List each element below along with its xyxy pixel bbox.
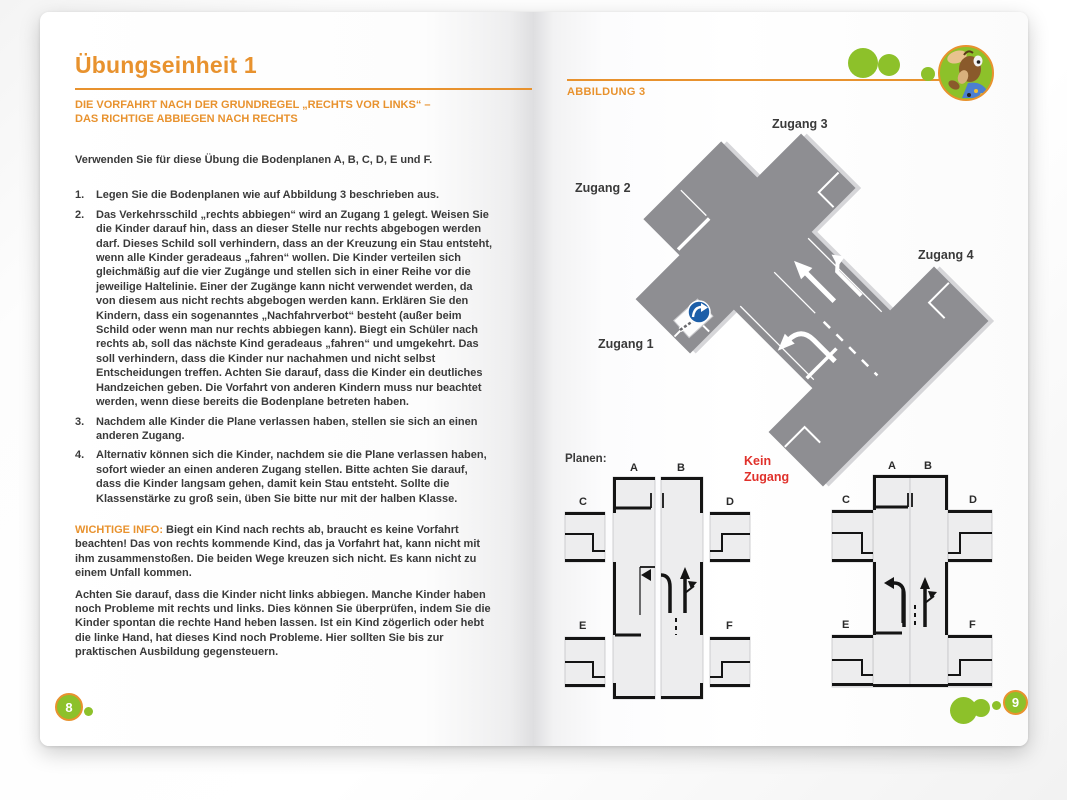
tile-c	[832, 510, 873, 562]
important-info-text: Biegt ein Kind nach rechts ab, braucht es keine Vorfahrt beachten! Das von rechts kommende Kind, das ja Vorfahrt hat, kann nicht mit ihm zusammenstoßen. Die beiden Wege kreuzen sich nicht. Es kann nicht zu einem Unfall kommen.	[75, 523, 481, 580]
mascot-illustration	[938, 45, 994, 101]
tile-d	[948, 510, 992, 562]
list-item	[75, 448, 494, 506]
tile-letter-a: A	[888, 460, 896, 472]
orange-rule-left	[75, 88, 532, 90]
road-plan-rotated	[600, 95, 995, 490]
tile-letter-d: D	[726, 496, 734, 508]
closing-paragraph: Achten Sie darauf, dass die Kinder nicht links abbiegen. Manche Kinder haben noch Probleme mit rechts und links. Dies können Sie überprüfen, indem Sie die Kinder spontan die rechte Hand heben lassen. Ist ein Kind zögerlich oder hebt die linke Hand, hat dieses Kind noch Probleme. Hier sollten Sie bis zur praktischen Ausbildung gegensteuern.	[75, 588, 491, 659]
intro-sentence: Verwenden Sie für diese Übung die Bodenplanen A, B, C, D, E und F.	[75, 154, 433, 166]
list-text: Das Verkehrsschild „rechts abbiegen“ wird an Zugang 1 gelegt. Weisen Sie die Kinder darauf hin, dass an dieser Stelle nur rechts abgebogen werden darf. Dieses Schild soll verhindern, dass an der Kreuzung ein Stau entsteht, wenn alle Kinder geradeaus „fahren“ wollen. Die Kinder verteilen sich gleichmäßig auf die vier Zugänge und stellen sich in einer Reihe vor die jeweilige Haltelinie. Einer der Zugänge kann nicht verwendet werden, da von diesem aus nicht rechts abgebogen werden kann. Erklären Sie den Kindern, dass ein sogenanntes „Nachfahrverbot“ besteht (außer beim Schild oder wenn man nur rechts abbiegen kann). Biegt ein Schüler nach rechts ab, soll das nächste Kind geradeaus „fahren“ und umgekehrt. Das soll verhindern, dass die Kinder nur nachahmen und nicht selbst Entscheidungen treffen. Achten Sie darauf, dass die Kinder ein deutliches Handzeichen geben. Die Vorfahrt von anderen Kindern muss nur beachtet werden, wenn diese bereits die Bodenplane betreten haben.	[96, 208, 493, 409]
floor-plan-assembled	[830, 455, 1010, 705]
page-right	[534, 12, 1028, 746]
tile-a	[613, 477, 655, 699]
tile-letter-c: C	[842, 494, 850, 506]
left-content	[75, 52, 494, 660]
tile-letter-a: A	[630, 462, 638, 474]
list-text: Nachdem alle Kinder die Plane verlassen haben, stellen sie sich an einen anderen Zugang.	[96, 415, 478, 442]
mascot-body	[962, 83, 986, 98]
list-item	[75, 208, 494, 410]
mascot-drawing	[940, 47, 991, 98]
mascot-spot	[967, 93, 971, 97]
list-number: 1.	[75, 189, 85, 202]
list-number: 4.	[75, 449, 85, 462]
green-circle-medium	[878, 54, 900, 76]
list-number: 2.	[75, 208, 85, 221]
sign-face	[688, 301, 710, 323]
mascot-spot	[974, 89, 978, 93]
green-dot	[992, 701, 1001, 710]
green-circle-small	[921, 67, 935, 81]
page-title: Übungseinheit 1	[75, 52, 257, 78]
page-number-right: 9	[1011, 695, 1020, 710]
list-item	[75, 415, 494, 444]
kein-zugang-line-1: Kein	[744, 454, 772, 468]
label-zugang-3: Zugang 3	[772, 117, 828, 131]
page-subtitle	[75, 98, 494, 126]
tile-letter-e: E	[579, 620, 587, 632]
kein-zugang-line-2: Zugang	[744, 470, 790, 484]
green-circle-medium	[972, 699, 990, 717]
mascot-ear	[964, 51, 973, 55]
green-dot	[84, 707, 93, 716]
tile-letter-c: C	[579, 496, 587, 508]
page-number-badge-right	[1003, 690, 1028, 715]
tile-letter-e: E	[842, 619, 850, 631]
tile-letter-f: F	[969, 619, 976, 631]
list-text: Legen Sie die Bodenplanen wie auf Abbildung 3 beschrieben aus.	[96, 189, 440, 202]
figure-label: ABBILDUNG 3	[567, 86, 646, 98]
page-number-left: 8	[65, 699, 73, 715]
tile-letter-d: D	[969, 494, 977, 506]
page-number-badge-left	[55, 693, 83, 721]
tile-letter-b: B	[924, 460, 932, 472]
floor-plan-exploded	[563, 455, 753, 705]
tile-c	[565, 512, 605, 562]
label-zugang-2: Zugang 2	[575, 181, 631, 195]
page-left	[40, 12, 534, 746]
list-item	[75, 188, 494, 202]
label-zugang-1: Zugang 1	[598, 337, 654, 351]
green-circle-large	[848, 48, 878, 78]
tile-d	[710, 512, 750, 562]
list-number: 3.	[75, 415, 85, 428]
tile-b	[661, 477, 703, 699]
important-info-label: WICHTIGE INFO:	[75, 523, 163, 536]
subtitle-line-2: DAS RICHTIGE ABBIEGEN NACH RECHTS	[75, 113, 298, 125]
list-text: Alternativ können sich die Kinder, nachdem sie die Plane verlassen haben, sofort wieder an einen anderen Zugang stellen. Bitte achten Sie darauf, dass die Kinder langsam gehen, damit kein Stau entsteht. Sollte die Klassenstärke zu groß sein, üben Sie bitte nur mit der halben Klasse.	[96, 449, 487, 505]
tile-markings	[565, 477, 750, 699]
booklet-spread	[40, 12, 1028, 746]
plans-label: Planen:	[565, 453, 607, 465]
instruction-list	[75, 188, 494, 506]
tile-letter-f: F	[726, 620, 733, 632]
subtitle-line-1: DIE VORFAHRT NACH DER GRUNDREGEL „RECHTS VOR LINKS“ –	[75, 99, 431, 111]
mascot-pupil	[977, 60, 981, 64]
tile-b	[910, 475, 948, 687]
label-zugang-4: Zugang 4	[918, 248, 974, 262]
important-info-paragraph	[75, 523, 494, 581]
tile-letter-b: B	[677, 462, 685, 474]
